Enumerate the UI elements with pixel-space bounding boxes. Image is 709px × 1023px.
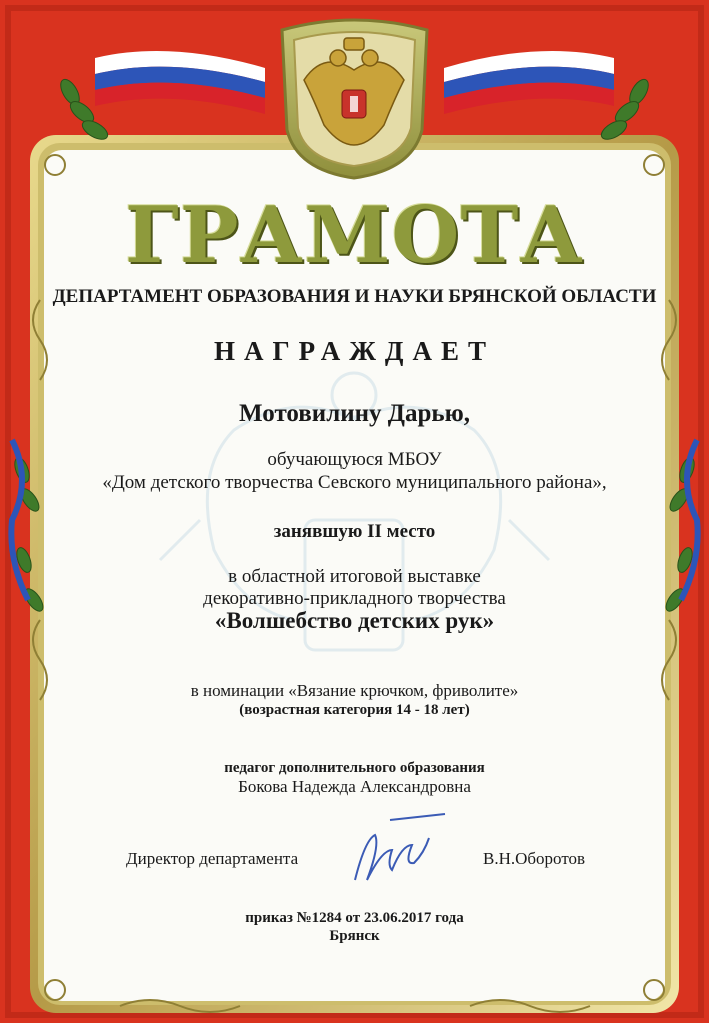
director-name: В.Н.Оборотов <box>483 849 586 868</box>
event-line-1: в областной итоговой выставке <box>228 566 481 587</box>
order-number: приказ №1284 от 23.06.2017 года <box>245 910 464 926</box>
teacher-name: Бокова Надежда Александровна <box>238 777 471 796</box>
event-line-2: декоративно-прикладного творчества <box>203 588 506 609</box>
age-category: (возрастная категория 14 - 18 лет) <box>239 702 470 718</box>
event-name: «Волшебство детских рук» <box>214 608 495 633</box>
awards-heading: НАГРАЖДАЕТ <box>213 336 495 366</box>
director-title: Директор департамента <box>126 849 299 868</box>
recipient-name: Мотовилину Дарью, <box>239 400 470 427</box>
department-name: ДЕПАРТАМЕНТ ОБРАЗОВАНИЯ И НАУКИ БРЯНСКОЙ ОБЛАСТИ <box>52 286 657 307</box>
nomination-text: в номинации «Вязание крючком, фриволите» <box>190 681 519 700</box>
studying-at: обучающуюся МБОУ <box>267 449 442 470</box>
city-name: Брянск <box>329 928 380 944</box>
teacher-role: педагог дополнительного образования <box>224 760 485 776</box>
place-text: занявшую II место <box>273 521 436 542</box>
director-signature <box>350 810 460 890</box>
coat-of-arms-icon <box>272 10 437 180</box>
certificate-title: ГРАМОТА <box>125 190 584 281</box>
institution-name: «Дом детского творчества Севского муниципального района», <box>102 472 607 493</box>
